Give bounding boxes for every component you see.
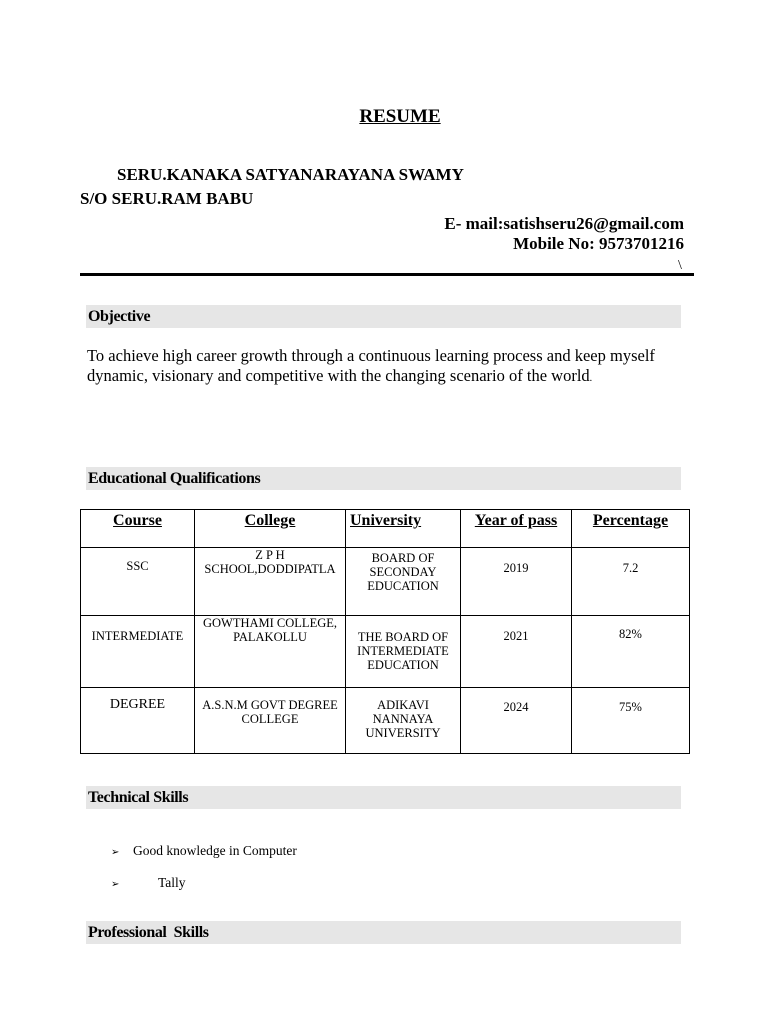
email-address[interactable]: E- mail:satishseru26@gmail.com bbox=[444, 214, 684, 233]
objective-body: To achieve high career growth through a continuous learning process and keep myself dynamic, visionary and competitive with the changing scenario of the world bbox=[87, 346, 655, 385]
professional-skills-heading: Professional Skills bbox=[86, 921, 681, 944]
mobile-number: Mobile No: 9573701216 bbox=[513, 234, 684, 253]
cell-year: 2021 bbox=[461, 616, 572, 688]
cell-year: 2019 bbox=[461, 548, 572, 616]
column-header-college: College bbox=[195, 510, 346, 548]
cell-percentage: 7.2 bbox=[572, 548, 690, 616]
cell-university: ADIKAVI NANNAYA UNIVERSITY bbox=[346, 688, 461, 754]
candidate-name: SERU.KANAKA SATYANARAYANA SWAMY bbox=[117, 165, 464, 184]
arrow-bullet-icon: ➢ bbox=[111, 847, 120, 858]
arrow-bullet-icon: ➢ bbox=[111, 879, 120, 890]
table-row bbox=[81, 548, 690, 616]
cell-university: BOARD OF SECONDAY EDUCATION bbox=[346, 548, 461, 616]
column-header-university: University bbox=[346, 510, 461, 548]
father-name: S/O SERU.RAM BABU bbox=[80, 189, 254, 208]
table-row bbox=[81, 616, 690, 688]
cell-percentage: 75% bbox=[572, 688, 690, 754]
cell-course: SSC bbox=[81, 548, 195, 616]
list-item bbox=[111, 875, 186, 891]
education-table bbox=[80, 509, 690, 754]
resume-title: RESUME bbox=[359, 106, 441, 127]
column-header-course: Course bbox=[81, 510, 195, 548]
list-item bbox=[111, 843, 297, 859]
cell-year: 2024 bbox=[461, 688, 572, 754]
column-header-year: Year of pass bbox=[461, 510, 572, 548]
skill-text: Good knowledge in Computer bbox=[133, 843, 297, 858]
table-row bbox=[81, 688, 690, 754]
cell-course: DEGREE bbox=[81, 688, 195, 754]
cell-college: A.S.N.M GOVT DEGREE COLLEGE bbox=[195, 688, 346, 754]
objective-heading: Objective bbox=[86, 305, 681, 328]
cell-college: GOWTHAMI COLLEGE, PALAKOLLU bbox=[195, 616, 346, 688]
education-heading: Educational Qualifications bbox=[86, 467, 681, 490]
cell-percentage: 82% bbox=[572, 616, 690, 688]
cell-college: Z P H SCHOOL,DODDIPATLA bbox=[195, 548, 346, 616]
table-header-row bbox=[81, 510, 690, 548]
objective-text bbox=[87, 346, 677, 389]
cell-course: INTERMEDIATE bbox=[81, 616, 195, 688]
skill-text: Tally bbox=[158, 875, 186, 890]
column-header-percentage: Percentage bbox=[572, 510, 690, 548]
stray-mark: \ bbox=[678, 258, 682, 273]
cell-university: THE BOARD OF INTERMEDIATE EDUCATION bbox=[346, 616, 461, 688]
header-divider bbox=[80, 273, 694, 276]
objective-end-mark: . bbox=[589, 373, 593, 384]
technical-skills-heading: Technical Skills bbox=[86, 786, 681, 809]
